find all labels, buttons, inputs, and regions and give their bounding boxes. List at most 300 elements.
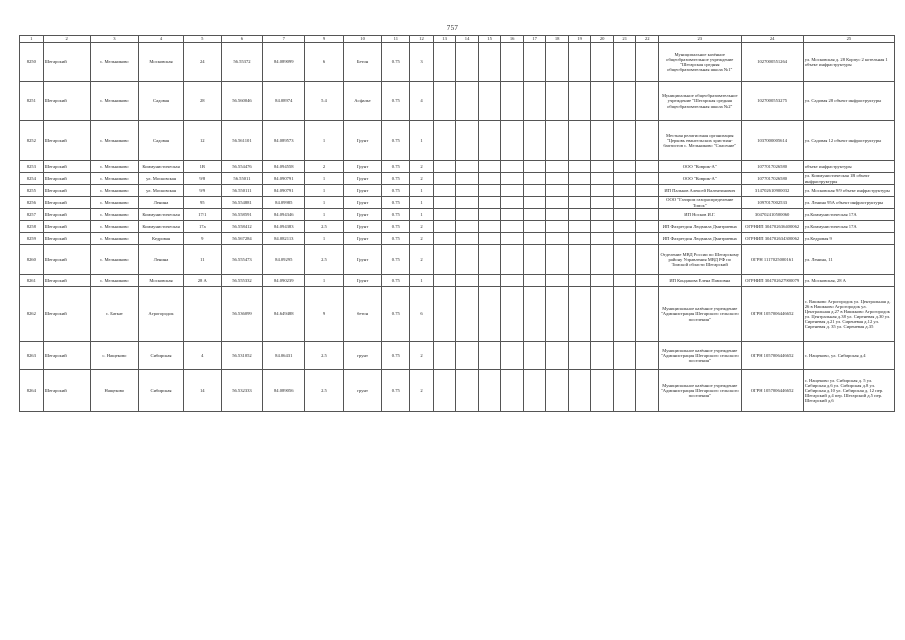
container-count-cell: 2 [410,342,434,370]
empty-cell [523,342,546,370]
empty-cell [478,275,501,287]
registry-table [19,35,895,412]
longitude-cell: 84.082113 [263,233,305,245]
source-cell: с. Нащеково ул. Сибирская д. 5 ул. Сибирская д.6 ул. Сибирская д.8 ул. Сибирская д.10 ул. Сибирская д. 12 пер. Шегарский д.4 пер. Шегарский д.5 пер. Шегарский д.6 [803,370,894,412]
area-cell: 9 [305,287,344,342]
area-cell: 1 [305,233,344,245]
container-count-cell: 1 [410,275,434,287]
empty-cell [456,370,479,412]
district-cell: Шегарский [43,209,90,221]
empty-cell [478,185,501,197]
area-cell: 1 [305,121,344,161]
house-cell: 12 [184,121,222,161]
page-number: 757 [446,24,459,32]
empty-cell [568,245,591,275]
house-cell: 95 [184,197,222,209]
empty-cell [478,43,501,82]
empty-cell [523,245,546,275]
empty-cell [591,161,614,173]
settlement-cell: с. Мельниково [90,245,138,275]
empty-cell [523,161,546,173]
empty-cell [546,209,569,221]
row-number: 8251 [20,82,44,121]
container-count-cell: 2 [410,173,434,185]
street-cell: Садовая [139,121,184,161]
owner-cell: ИП Носков И.Г. [658,209,741,221]
district-cell: Шегарский [43,342,90,370]
empty-cell [433,161,456,173]
settlement-cell: с. Мельниково [90,82,138,121]
empty-cell [568,173,591,185]
surface-cell: Грунт [343,275,382,287]
empty-cell [546,197,569,209]
empty-cell [546,370,569,412]
street-cell: Ленина [139,245,184,275]
empty-cell [568,82,591,121]
table-row [20,342,895,370]
area-cell: 1 [305,173,344,185]
row-number: 8253 [20,161,44,173]
empty-cell [568,275,591,287]
house-cell: 14 [184,370,222,412]
house-cell: 17а [184,221,222,233]
owner-cell: ИП Фахретдин Людмила Дмитриевна [658,233,741,245]
latitude-cell: 56.554881 [221,197,263,209]
street-cell: Кедровая [139,233,184,245]
empty-cell [478,82,501,121]
column-number-header: 7 [263,36,305,43]
owner-cell: ИП Пальков Алексей Валентинович [658,185,741,197]
column-number-header: 25 [803,36,894,43]
empty-cell [456,82,479,121]
surface-cell: Грунт [343,197,382,209]
ogrn-cell: 314702610900032 [741,185,803,197]
source-cell: ул. Московская д. 28 Корпус 2 котельная 1 объект инфраструктуры [803,43,894,82]
empty-cell [568,342,591,370]
empty-cell [523,185,546,197]
empty-cell [568,161,591,173]
empty-cell [636,370,659,412]
latitude-cell: 56.532333 [221,370,263,412]
row-number: 8261 [20,275,44,287]
ogrn-cell: 1077017026580 [741,173,803,185]
empty-cell [456,43,479,82]
house-cell: 4 [184,342,222,370]
container-count-cell: 2 [410,245,434,275]
empty-cell [456,209,479,221]
empty-cell [433,197,456,209]
column-number-header: 24 [741,36,803,43]
district-cell: Шегарский [43,370,90,412]
street-cell: Ленина [139,197,184,209]
empty-cell [636,221,659,233]
latitude-cell: 56.536099 [221,287,263,342]
empty-cell [613,82,636,121]
house-cell: 1В [184,161,222,173]
settlement-cell: Нащеково [90,370,138,412]
empty-cell [568,221,591,233]
empty-cell [591,245,614,275]
source-cell: ул. Садовая 28 объект инфраструктуры [803,82,894,121]
empty-cell [456,233,479,245]
source-cell: ул. Коммунистическая 1В объект инфраструктуры [803,173,894,185]
longitude-cell: 84.089573 [263,121,305,161]
volume-cell: 0.75 [382,173,410,185]
area-cell: 6 [305,43,344,82]
ogrn-cell: 304702410500060 [741,209,803,221]
empty-cell [613,173,636,185]
empty-cell [591,197,614,209]
empty-cell [478,370,501,412]
empty-cell [546,185,569,197]
empty-cell [456,185,479,197]
owner-cell: Муниципальное казённое учреждение "Администрация Шегарского сельского поселения" [658,342,741,370]
table-row [20,82,895,121]
volume-cell: 0.75 [382,275,410,287]
empty-cell [478,233,501,245]
row-number: 8258 [20,221,44,233]
empty-cell [433,121,456,161]
empty-cell [613,161,636,173]
empty-cell [523,209,546,221]
surface-cell: грунт [343,342,382,370]
empty-cell [433,185,456,197]
empty-cell [546,221,569,233]
longitude-cell: 84.090791 [263,173,305,185]
ogrn-cell: ОГРНИП 304702634300062 [741,233,803,245]
longitude-cell: 84.089099 [263,43,305,82]
empty-cell [456,221,479,233]
column-number-header: 12 [410,36,434,43]
empty-cell [591,121,614,161]
district-cell: Шегарский [43,287,90,342]
longitude-cell: 84.094346 [263,209,305,221]
empty-cell [546,287,569,342]
ogrn-cell: 1077017026580 [741,161,803,173]
volume-cell: 0.75 [382,342,410,370]
empty-cell [433,275,456,287]
street-cell: Сибирская [139,370,184,412]
empty-cell [501,209,524,221]
empty-cell [433,233,456,245]
district-cell: Шегарский [43,221,90,233]
empty-cell [501,43,524,82]
table-row [20,221,895,233]
house-cell: 9/9 [184,185,222,197]
source-cell: ул. Ленина 95А объект инфраструктуры [803,197,894,209]
empty-cell [636,275,659,287]
empty-cell [613,287,636,342]
empty-cell [523,233,546,245]
column-number-header: 21 [613,36,636,43]
empty-cell [636,287,659,342]
empty-cell [568,197,591,209]
table-row [20,245,895,275]
owner-cell: ООО "Коврик-А" [658,173,741,185]
empty-cell [456,121,479,161]
empty-cell [613,245,636,275]
empty-cell [478,209,501,221]
empty-cell [501,197,524,209]
empty-cell [523,221,546,233]
row-number: 8257 [20,209,44,221]
settlement-cell: с. Мельниково [90,221,138,233]
empty-cell [591,275,614,287]
table-row [20,161,895,173]
district-cell: Шегарский [43,43,90,82]
column-number-header: 5 [184,36,222,43]
owner-cell: Муниципальное общеобразовательное учреждение "Шегарская средняя общеобразовательная школа №2" [658,82,741,121]
column-number-header: 16 [501,36,524,43]
longitude-cell: 84.094558 [263,161,305,173]
empty-cell [501,233,524,245]
surface-cell: Грунт [343,121,382,161]
column-number-header: 4 [139,36,184,43]
source-cell: ул.Коммунистическая 17А [803,221,894,233]
street-cell: ул. Московская [139,173,184,185]
street-cell: Агрогородок [139,287,184,342]
source-cell: объект инфраструктуры [803,161,894,173]
empty-cell [568,185,591,197]
area-cell: 2 [305,161,344,173]
owner-cell: Муниципальное казённое общеобразовательное учреждение "Шегарская средняя общеобразовательная школа №1" [658,43,741,82]
district-cell: Шегарский [43,197,90,209]
column-number-header: 17 [523,36,546,43]
column-number-header: 9 [305,36,344,43]
volume-cell: 0.75 [382,245,410,275]
latitude-cell: 56.55011 [221,173,263,185]
owner-cell: Отделение МВД России по Шегарскому району Управления МВД РФ по Томской области Шегарский [658,245,741,275]
empty-cell [613,197,636,209]
latitude-cell: 56.560046 [221,82,263,121]
surface-cell: Грунт [343,233,382,245]
volume-cell: 0.75 [382,287,410,342]
container-count-cell: 2 [410,370,434,412]
owner-cell: Муниципальное казённое учреждение "Администрация Шегарского сельского поселения" [658,370,741,412]
row-number: 8259 [20,233,44,245]
area-cell: 2.5 [305,221,344,233]
ogrn-cell: 1037000005614 [741,121,803,161]
house-cell: 17/1 [184,209,222,221]
house-cell: 9/8 [184,173,222,185]
source-cell: с. Вашково Агрогородок ул. Центральная д. 26 в Нашкково Агрогородок ул. Центральная д.27 в Нашкково Агрогородок ул. Центральная д.38 ул. Сиреневая д.30 ул. Сиреневая д.21 ул. Сиреневая д.12 ул. Сиреневая д. 35 ул. Сиреневая д.35 [803,287,894,342]
table-row [20,370,895,412]
row-number: 8256 [20,197,44,209]
volume-cell: 0.75 [382,82,410,121]
street-cell: ул. Московская [139,185,184,197]
volume-cell: 0.75 [382,221,410,233]
district-cell: Шегарский [43,185,90,197]
longitude-cell: 84.649488 [263,287,305,342]
volume-cell: 0.75 [382,197,410,209]
empty-cell [478,287,501,342]
empty-cell [613,43,636,82]
table-body [20,43,895,412]
settlement-cell: с. Мельниково [90,275,138,287]
latitude-cell: 56.531052 [221,342,263,370]
empty-cell [456,161,479,173]
row-number: 8255 [20,185,44,197]
container-count-cell: 6 [410,287,434,342]
empty-cell [523,275,546,287]
volume-cell: 0.75 [382,161,410,173]
longitude-cell: 84.09295 [263,245,305,275]
empty-cell [636,185,659,197]
longitude-cell: 84.094383 [263,221,305,233]
surface-cell: грунт [343,370,382,412]
row-number: 8254 [20,173,44,185]
empty-cell [591,209,614,221]
table-row [20,197,895,209]
empty-cell [478,173,501,185]
surface-cell: Грунт [343,173,382,185]
empty-cell [456,173,479,185]
empty-cell [456,275,479,287]
volume-cell: 0.75 [382,121,410,161]
street-cell: Московская [139,275,184,287]
empty-cell [636,197,659,209]
column-number-header: 6 [221,36,263,43]
empty-cell [568,209,591,221]
ogrn-cell: ОГРН 1057006446652 [741,370,803,412]
empty-cell [591,221,614,233]
settlement-cell: с. Нащеково [90,342,138,370]
latitude-cell: 56.558591 [221,209,263,221]
longitude-cell: 84.089056 [263,370,305,412]
area-cell: 2.5 [305,370,344,412]
longitude-cell: 84.090239 [263,275,305,287]
latitude-cell: 56.550111 [221,185,263,197]
house-cell [184,287,222,342]
table-row [20,209,895,221]
container-count-cell: 1 [410,121,434,161]
empty-cell [478,121,501,161]
latitude-cell: 56.554476 [221,161,263,173]
table-row [20,43,895,82]
column-number-header: 23 [658,36,741,43]
latitude-cell: 56.567284 [221,233,263,245]
column-number-header: 19 [568,36,591,43]
empty-cell [501,245,524,275]
empty-cell [568,287,591,342]
settlement-cell: с. Мельниково [90,121,138,161]
surface-cell: Грунт [343,221,382,233]
empty-cell [478,245,501,275]
row-number: 8264 [20,370,44,412]
settlement-cell: с. Мельниково [90,43,138,82]
row-number: 8262 [20,287,44,342]
empty-cell [501,82,524,121]
container-count-cell: 4 [410,82,434,121]
container-count-cell: 2 [410,221,434,233]
container-count-cell: 3 [410,43,434,82]
longitude-cell: 84.06431 [263,342,305,370]
ogrn-cell: ОГРНИП 304702636400062 [741,221,803,233]
column-number-header: 20 [591,36,614,43]
empty-cell [568,43,591,82]
column-number-header: 14 [456,36,479,43]
ogrn-cell: 1027000551264 [741,43,803,82]
latitude-cell: 56.55372 [221,43,263,82]
row-number: 8250 [20,43,44,82]
district-cell: Шегарский [43,275,90,287]
empty-cell [636,121,659,161]
street-cell: Коммунистическая [139,221,184,233]
owner-cell: ООО "Коврик-А" [658,161,741,173]
empty-cell [546,43,569,82]
volume-cell: 0.75 [382,185,410,197]
house-cell: 11 [184,245,222,275]
empty-cell [546,342,569,370]
source-cell: ул.Кедровая 9 [803,233,894,245]
empty-cell [591,173,614,185]
ogrn-cell: ОГРНИП 304702627900079 [741,275,803,287]
empty-cell [591,233,614,245]
district-cell: Шегарский [43,233,90,245]
surface-cell: Грунт [343,185,382,197]
street-cell: Коммунистическая [139,161,184,173]
longitude-cell: 84.08974 [263,82,305,121]
empty-cell [636,342,659,370]
empty-cell [591,43,614,82]
ogrn-cell: ОГРН 1117025000161 [741,245,803,275]
empty-cell [613,221,636,233]
empty-cell [456,287,479,342]
surface-cell: Грунт [343,161,382,173]
container-count-cell: 1 [410,197,434,209]
house-cell: 24 [184,43,222,82]
district-cell: Шегарский [43,82,90,121]
empty-cell [433,245,456,275]
ogrn-cell: 1027000553275 [741,82,803,121]
empty-cell [501,161,524,173]
container-count-cell: 2 [410,233,434,245]
area-cell: 2.5 [305,342,344,370]
latitude-cell: 56.555473 [221,245,263,275]
owner-cell: ООО "Газпром газораспределение Томск" [658,197,741,209]
empty-cell [546,233,569,245]
empty-cell [613,209,636,221]
house-cell: 9 [184,233,222,245]
empty-cell [546,82,569,121]
empty-cell [456,342,479,370]
empty-cell [613,342,636,370]
empty-cell [501,342,524,370]
empty-cell [433,370,456,412]
table-row [20,233,895,245]
empty-cell [456,245,479,275]
surface-cell: Грунт [343,209,382,221]
empty-cell [501,173,524,185]
empty-cell [568,370,591,412]
street-cell: Сибирская [139,342,184,370]
empty-cell [613,185,636,197]
volume-cell: 0.75 [382,370,410,412]
area-cell: 2.5 [305,245,344,275]
longitude-cell: 84.09985 [263,197,305,209]
empty-cell [546,275,569,287]
column-number-header: 10 [343,36,382,43]
source-cell: ул. Московская, 28 А [803,275,894,287]
longitude-cell: 84.090791 [263,185,305,197]
district-cell: Шегарский [43,245,90,275]
street-cell: Московская [139,43,184,82]
empty-cell [636,245,659,275]
owner-cell: Муниципальное казённое учреждение "Администрация Шегарского сельского поселения" [658,287,741,342]
empty-cell [591,287,614,342]
source-cell: ул. Садовая 12 объект инфраструктуры [803,121,894,161]
empty-cell [523,173,546,185]
